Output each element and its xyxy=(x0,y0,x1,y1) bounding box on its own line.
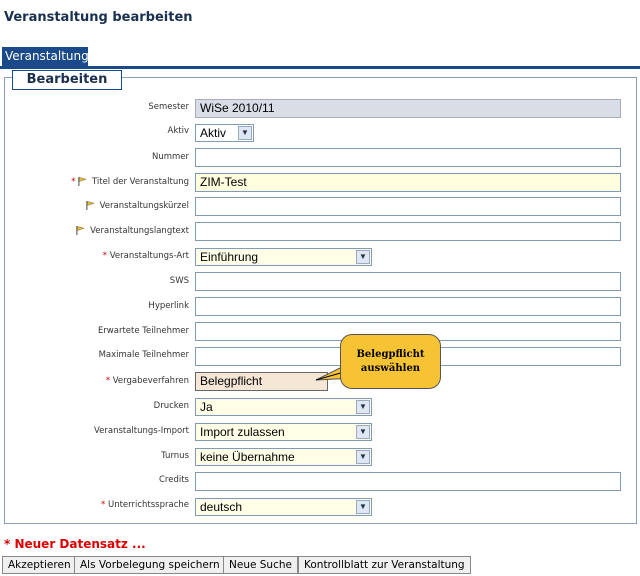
form-legend: Bearbeiten xyxy=(12,70,122,90)
aktiv-label: Aktiv xyxy=(167,126,189,136)
chevron-down-icon: ▼ xyxy=(356,425,370,439)
chevron-down-icon: ▼ xyxy=(238,126,252,140)
import-select[interactable] xyxy=(195,423,372,441)
credits-input[interactable] xyxy=(195,472,621,491)
sws-label: SWS xyxy=(169,276,189,286)
vergabe-label xyxy=(4,376,189,386)
sws-input[interactable] xyxy=(195,272,621,291)
sprache-label xyxy=(4,500,189,510)
semester-field: WiSe 2010/11 xyxy=(195,99,621,118)
required-marker: * xyxy=(101,500,106,510)
control-sheet-button[interactable]: Kontrollblatt zur Veranstaltung xyxy=(298,556,471,574)
langtext-label xyxy=(4,226,189,236)
flag-icon xyxy=(76,226,85,235)
kuerzel-label-text: Veranstaltungskürzel xyxy=(99,201,189,211)
turnus-label: Turnus xyxy=(161,451,189,461)
sprache-label-text: Unterrichtssprache xyxy=(107,500,189,510)
chevron-down-icon: ▼ xyxy=(356,450,370,464)
credits-label: Credits xyxy=(159,475,189,485)
new-search-button[interactable]: Neue Suche xyxy=(223,556,298,574)
sprache-select[interactable] xyxy=(195,498,372,516)
aktiv-value: Aktiv xyxy=(200,126,227,140)
tab-underline xyxy=(0,66,640,69)
hyperlink-input[interactable] xyxy=(195,297,621,316)
art-select[interactable] xyxy=(195,248,372,266)
vergabe-select[interactable] xyxy=(195,372,328,391)
titel-label xyxy=(4,177,189,187)
chevron-down-icon: ▼ xyxy=(356,250,370,264)
import-value: Import zulassen xyxy=(200,425,285,439)
new-record-status: * Neuer Datensatz ... xyxy=(4,537,146,551)
flag-icon xyxy=(78,177,87,186)
maximale-label: Maximale Teilnehmer xyxy=(98,350,189,360)
vergabe-label-text: Vergabeverfahren xyxy=(112,376,189,386)
turnus-select[interactable] xyxy=(195,448,372,466)
page-title: Veranstaltung bearbeiten xyxy=(4,10,193,25)
callout-line1: Belegpflicht xyxy=(356,349,425,360)
tab-veranstaltung[interactable]: Veranstaltung xyxy=(2,47,88,66)
nummer-input[interactable] xyxy=(195,148,621,167)
art-label xyxy=(4,251,189,261)
hyperlink-label: Hyperlink xyxy=(148,301,189,311)
sprache-value: deutsch xyxy=(200,500,243,514)
save-pre-button[interactable]: Als Vorbelegung speichern xyxy=(74,556,226,574)
required-marker: * xyxy=(102,251,108,261)
accept-button[interactable]: Akzeptieren xyxy=(2,556,77,574)
langtext-label-text: Veranstaltungslangtext xyxy=(90,226,189,236)
titel-input[interactable]: ZIM-Test xyxy=(195,173,621,192)
import-label: Veranstaltungs-Import xyxy=(93,426,189,436)
chevron-down-icon: ▼ xyxy=(356,400,370,414)
erwartete-label: Erwartete Teilnehmer xyxy=(97,326,189,336)
langtext-input[interactable] xyxy=(195,222,621,241)
turnus-value: keine Übernahme xyxy=(200,450,295,464)
art-value: Einführung xyxy=(200,250,259,264)
required-marker: * xyxy=(105,376,111,386)
aktiv-select[interactable] xyxy=(195,124,254,142)
chevron-down-icon: ▼ xyxy=(356,500,370,514)
nummer-label: Nummer xyxy=(151,152,189,162)
flag-icon xyxy=(86,201,95,210)
drucken-label: Drucken xyxy=(153,401,189,411)
drucken-value: Ja xyxy=(200,400,213,414)
kuerzel-input[interactable] xyxy=(195,197,621,216)
required-marker: * xyxy=(71,177,76,187)
callout-line2: auswählen xyxy=(360,363,421,374)
drucken-select[interactable] xyxy=(195,398,372,416)
vergabe-value: Belegpflicht xyxy=(200,374,263,388)
callout-bubble xyxy=(340,334,441,389)
semester-label: Semester xyxy=(148,102,189,112)
art-label-text: Veranstaltungs-Art xyxy=(109,251,189,261)
kuerzel-label xyxy=(4,201,189,211)
titel-label-text: Titel der Veranstaltung xyxy=(91,177,189,187)
